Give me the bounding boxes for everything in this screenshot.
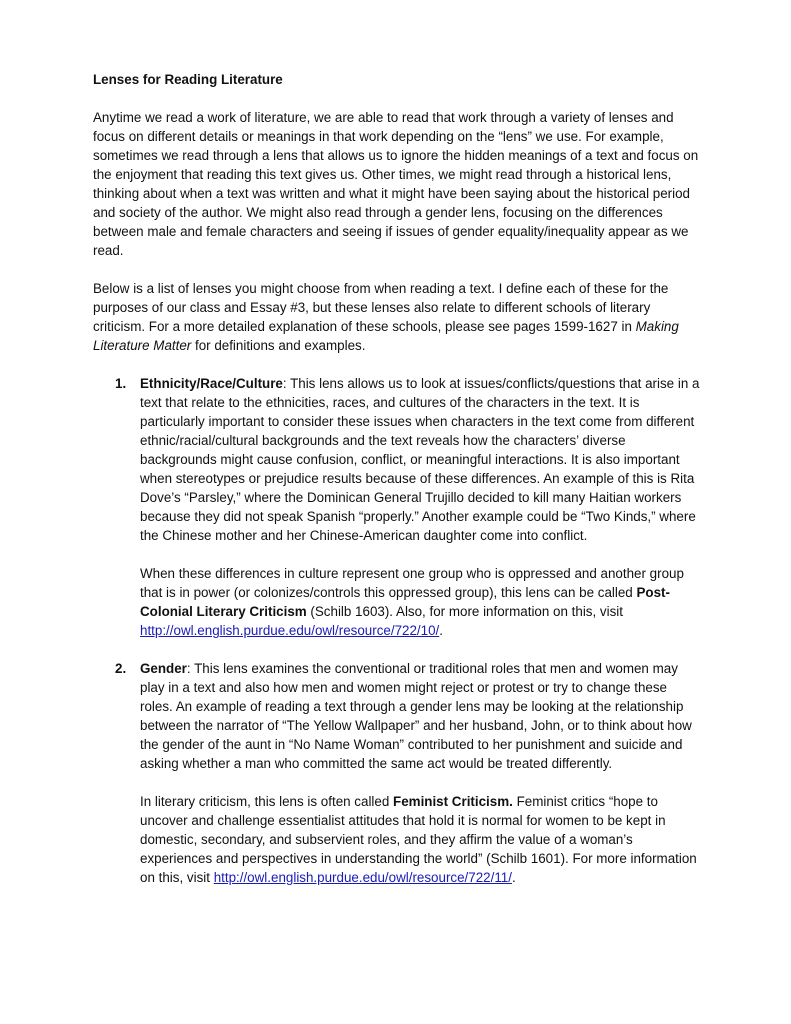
document-page [93, 70, 703, 906]
lens-criticism-note [140, 792, 703, 887]
lens-description: : This lens allows us to look at issues/conflicts/questions that arise in a text that relate to the ethnicities, races, and cultures of the characters in the text. It is particularly important to consider these issues when characters in the text come from different ethnic/racial/cultural backgrounds and the text reveals how the characters’ diverse backgrounds might cause confusion, conflict, or meaningful interactions. It is also important when stereotypes or prejudice results because of these differences. An example of this is Rita Dove’s “Parsley,” where the Dominican General Trujillo decided to kill many Haitian workers because they did not speak Spanish “properly.” Another example could be “Two Kinds,” where the Chinese mother and her Chinese-American daughter come into conflict. [140, 376, 700, 543]
lens-description: : This lens examines the conventional or traditional roles that men and women may play in a text and also how men and women might reject or protest or try to change these roles. An example of reading a text through a gender lens may be looking at the relationship between the narrator of “The Yellow Wallpaper” and her husband, John, or to think about how the gender of the aunt in “No Name Woman” contributed to her punishment and suicide and asking whether a man who committed the same act would be treated differently. [140, 661, 692, 771]
owl-resource-link[interactable]: http://owl.english.purdue.edu/owl/resource/722/11/ [213, 870, 512, 885]
lens-term: Gender [140, 661, 187, 676]
list-intro-paragraph [93, 279, 703, 355]
note-text-2: (Schilb 1603). Also, for more information on this, visit [306, 604, 623, 619]
note-text-1: When these differences in culture represent one group who is oppressed and another group that is in power (or colonizes/controls this oppressed group), this lens can be called [140, 566, 684, 600]
intro-paragraph: Anytime we read a work of literature, we are able to read that work through a variety of lenses and focus on different details or meanings in that work depending on the “lens” we use. For example, sometimes we read through a lens that allows us to ignore the hidden meanings of a text and focus on the enjoyment that reading this text gives us. Other times, we might read through a historical lens, thinking about when a text was written and what it might have been saying about the historical period and society of the author. We might also read through a gender lens, focusing on the differences between male and female characters and seeing if issues of gender equality/inequality appear as we read. [93, 110, 699, 258]
note-end: . [511, 870, 516, 885]
list-intro-text-2: for definitions and examples. [191, 338, 366, 353]
list-item-gender [93, 659, 703, 887]
note-end: . [439, 623, 443, 638]
lenses-list [93, 374, 703, 887]
list-number: 1. [115, 376, 127, 391]
lens-term: Ethnicity/Race/Culture [140, 376, 283, 391]
criticism-term: Feminist Criticism. [393, 794, 513, 809]
list-number: 2. [115, 661, 127, 676]
note-text-2: Feminist critics “hope to uncover and challenge essentialist attitudes that hold it is normal for women to be kept in domestic, secondary, and subservient roles, and they affirm the value of a woman’s experiences and perspectives in understanding the world” (Schilb 1601). For more information on this, visit [140, 794, 697, 885]
criticism-term: Post-Colonial Literary Criticism [140, 585, 670, 619]
lens-definition [140, 659, 703, 773]
lens-criticism-note [140, 564, 703, 640]
note-text-1: In literary criticism, this lens is often called [140, 794, 394, 809]
owl-resource-link[interactable]: http://owl.english.purdue.edu/owl/resource/722/10/ [140, 623, 440, 638]
list-item-ethnicity [93, 374, 703, 640]
book-title: Making Literature Matter [93, 319, 679, 353]
lens-definition [140, 374, 703, 545]
list-intro-text-1: Below is a list of lenses you might choose from when reading a text. I define each of these for the purposes of our class and Essay #3, but these lenses also relate to different schools of literary criticism. For a more detailed explanation of these schools, please see pages 1599-1627 in [93, 281, 669, 334]
document-title: Lenses for Reading Literature [93, 72, 283, 87]
